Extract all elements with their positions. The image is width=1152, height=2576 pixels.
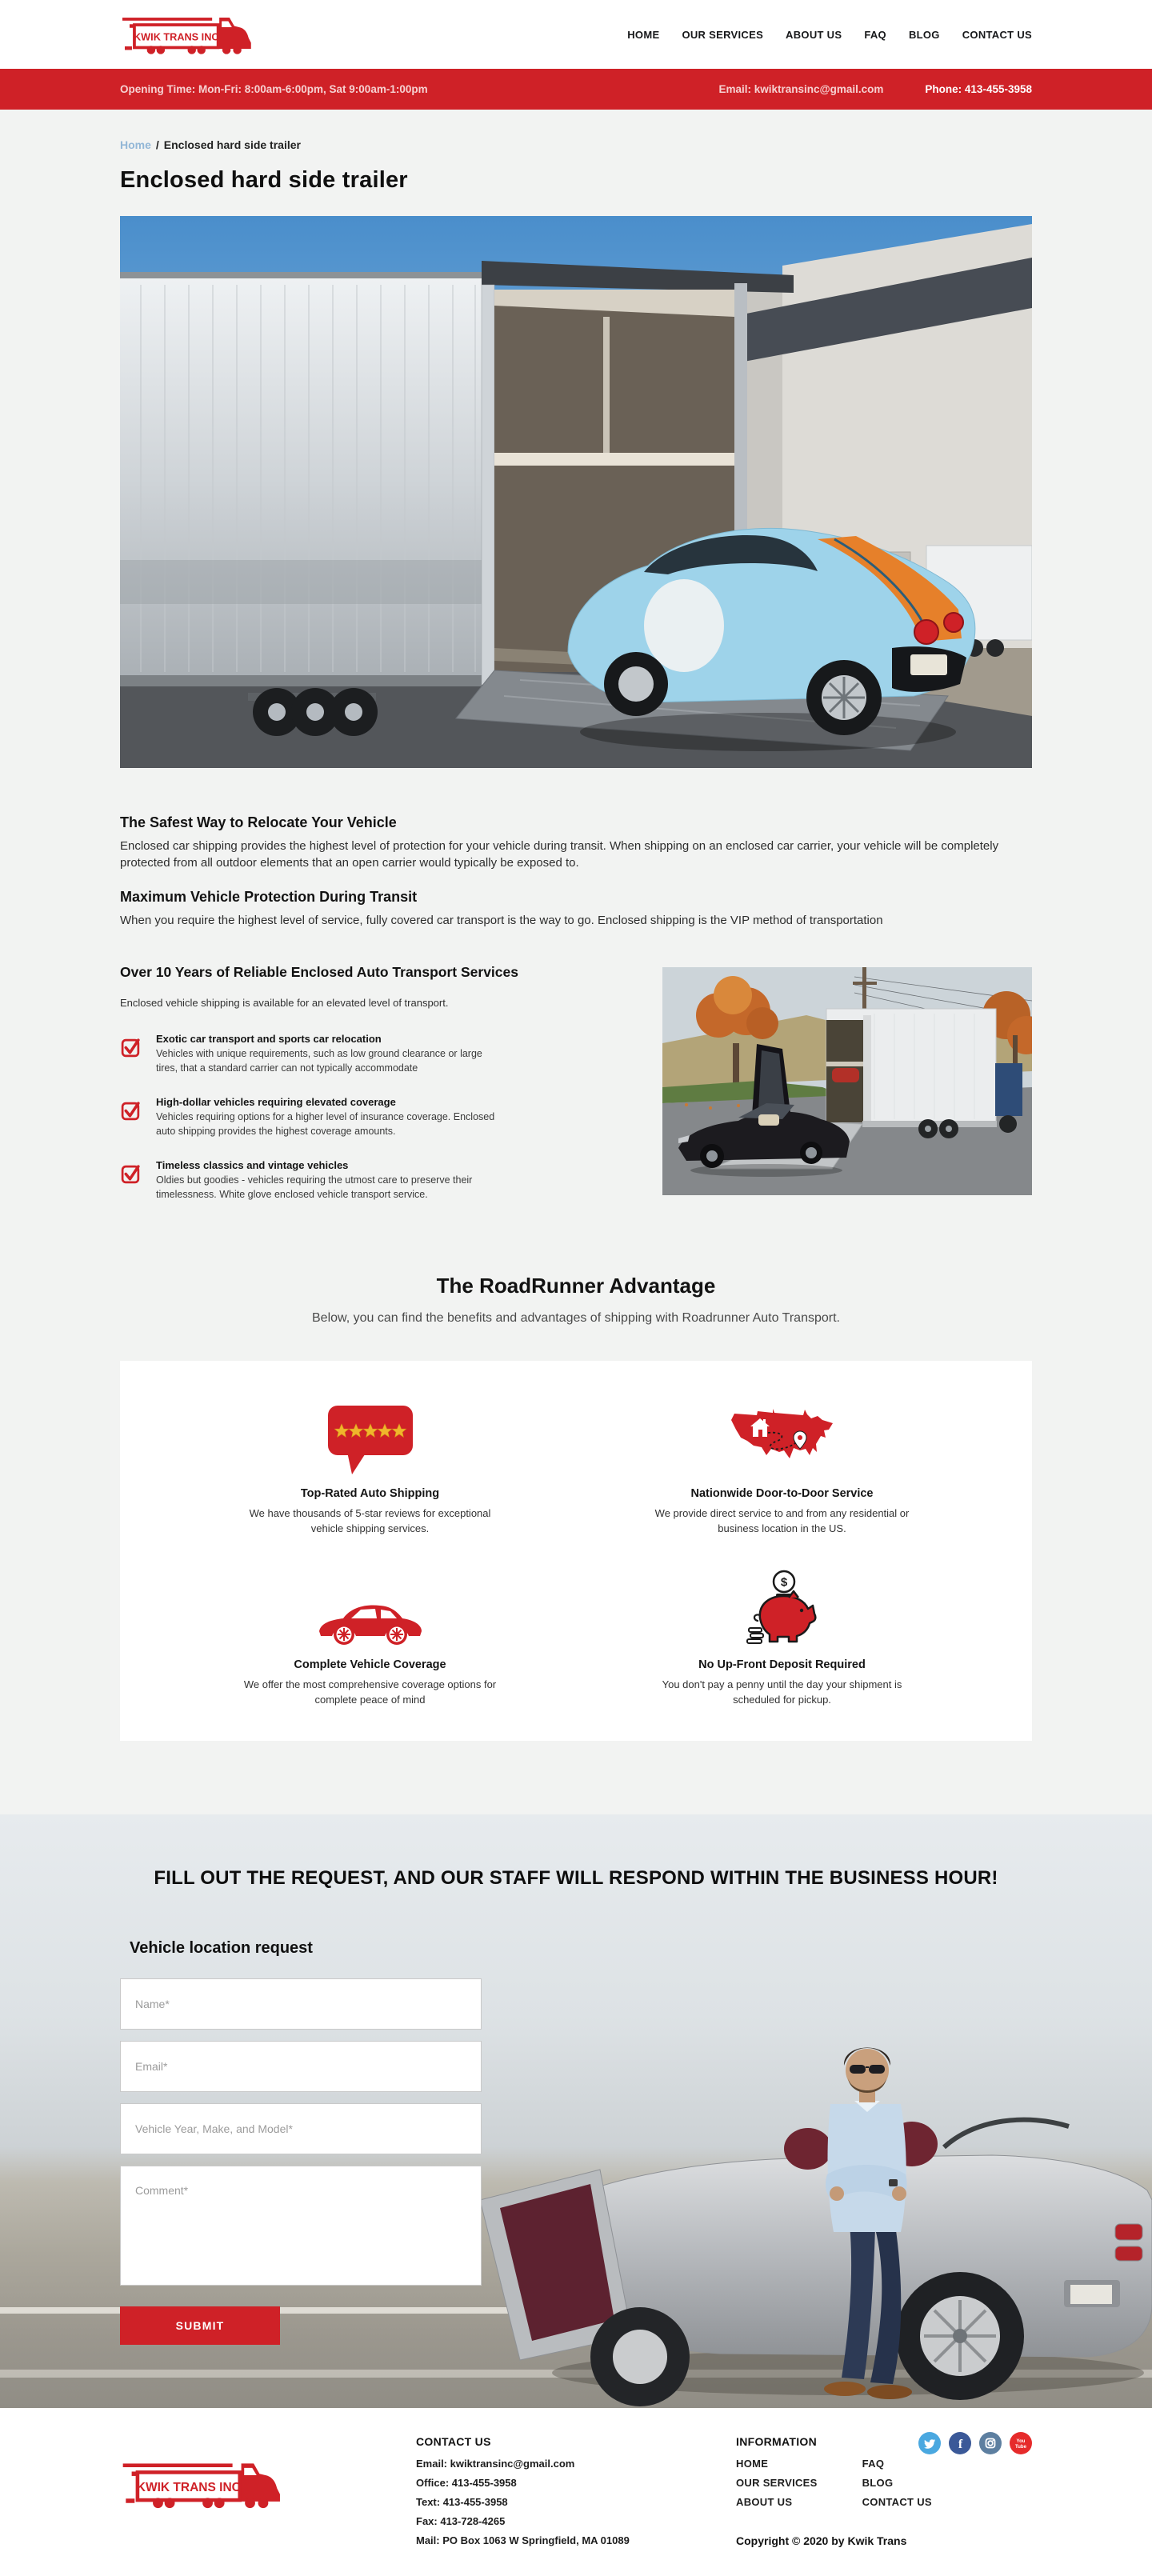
intro-paragraph-2: When you require the highest level of service, fully covered car transport is the way to go. Enclosed shipping is the VIP method of transportation xyxy=(120,914,883,927)
svg-text:Tube: Tube xyxy=(1015,2445,1026,2450)
advantage-card-nationwide xyxy=(588,1393,976,1537)
nav-contact-us[interactable]: CONTACT US xyxy=(962,28,1032,41)
service-item-desc: Oldies but goodies - vehicles requiring the utmost care to preserve their timelessness. White glove enclosed vehicle transport service. xyxy=(156,1174,473,1200)
advantage-card-top-rated xyxy=(176,1393,564,1537)
site-header xyxy=(0,0,1152,69)
advantage-card-title: No Up-Front Deposit Required xyxy=(698,1658,866,1671)
services-image xyxy=(662,967,1032,1195)
list-item xyxy=(120,1096,626,1138)
advantage-card-title: Top-Rated Auto Shipping xyxy=(300,1487,440,1500)
submit-button[interactable]: SUBMIT xyxy=(120,2306,280,2345)
service-item-desc: Vehicles requiring options for a higher level of insurance coverage. Enclosed auto shipping provides the highest coverage amounts. xyxy=(156,1111,495,1137)
checkbox-check-icon xyxy=(120,1096,142,1138)
checkbox-check-icon xyxy=(120,1033,142,1075)
intro-heading-1: The Safest Way to Relocate Your Vehicle xyxy=(120,814,397,830)
nav-home[interactable]: HOME xyxy=(627,28,660,41)
service-item-title: High-dollar vehicles requiring elevated coverage xyxy=(156,1096,396,1108)
site-footer xyxy=(0,2408,1152,2576)
header-phone[interactable]: Phone: 413-455-3958 xyxy=(925,83,1032,95)
breadcrumb xyxy=(120,138,1032,151)
footer-link-about-us[interactable]: ABOUT US xyxy=(736,2496,793,2509)
form-title: Vehicle location request xyxy=(130,1939,313,1958)
breadcrumb-separator: / xyxy=(155,138,159,151)
instagram-icon[interactable] xyxy=(979,2432,1002,2454)
opening-hours: Opening Time: Mon-Fri: 8:00am-6:00pm, Sat 9:00am-1:00pm xyxy=(120,83,428,95)
intro-paragraph-1: Enclosed car shipping provides the highest level of protection for your vehicle during transit. When shipping on an enclosed car carrier, your vehicle will be completely protected from all outdoor elements that an open carrier would typically be exposed to. xyxy=(120,839,999,870)
footer-info-heading: INFORMATION xyxy=(736,2435,818,2449)
footer-contact-email: Email: kwiktransinc@gmail.com xyxy=(416,2458,575,2470)
footer-info-column xyxy=(736,2435,1032,2554)
main-nav xyxy=(627,29,1032,41)
breadcrumb-home-link[interactable]: Home xyxy=(120,138,151,151)
kwik-trans-logo-icon xyxy=(120,2456,288,2512)
footer-contact-mail: Mail: PO Box 1063 W Springfield, MA 01089 xyxy=(416,2534,630,2547)
footer-link-our-services[interactable]: OUR SERVICES xyxy=(736,2477,818,2490)
footer-contact-heading: CONTACT US xyxy=(416,2435,491,2449)
logo-text: KWIK TRANS INC xyxy=(134,30,219,43)
services-heading: Over 10 Years of Reliable Enclosed Auto Transport Services xyxy=(120,964,518,980)
kwik-trans-logo-icon xyxy=(120,11,258,58)
services-subheading: Enclosed vehicle shipping is available for an elevated level of transport. xyxy=(120,997,449,1009)
email-input[interactable] xyxy=(120,2041,482,2092)
piggy-bank-icon xyxy=(588,1564,976,1647)
social-links xyxy=(918,2432,1032,2454)
info-bar xyxy=(0,69,1152,110)
header-email[interactable]: Email: kwiktransinc@gmail.com xyxy=(718,83,884,95)
footer-links-col-1 xyxy=(736,2458,818,2515)
advantage-card-no-deposit xyxy=(588,1564,976,1708)
advantage-card-desc: We have thousands of 5-star reviews for exceptional vehicle shipping services. xyxy=(249,1507,491,1534)
advantage-section xyxy=(120,1222,1032,1814)
advantage-card-desc: We offer the most comprehensive coverage options for complete peace of mind xyxy=(243,1678,497,1706)
footer-link-blog[interactable]: BLOG xyxy=(862,2477,894,2490)
footer-links-col-2 xyxy=(862,2458,932,2515)
service-item-title: Timeless classics and vintage vehicles xyxy=(156,1159,349,1171)
main-content xyxy=(0,110,1152,1814)
advantage-card-title: Nationwide Door-to-Door Service xyxy=(690,1487,874,1500)
vehicle-input[interactable] xyxy=(120,2103,482,2154)
request-heading: FILL OUT THE REQUEST, AND OUR STAFF WILL RESPOND WITHIN THE BUSINESS HOUR! xyxy=(154,1867,998,1890)
nav-faq[interactable]: FAQ xyxy=(864,28,886,41)
name-input[interactable] xyxy=(120,1978,482,2030)
footer-link-faq[interactable]: FAQ xyxy=(862,2458,885,2470)
footer-contact-office: Office: 413-455-3958 xyxy=(416,2477,517,2490)
svg-text:You: You xyxy=(1016,2439,1026,2445)
footer-contact-fax: Fax: 413-728-4265 xyxy=(416,2515,506,2528)
page-title: Enclosed hard side trailer xyxy=(120,167,408,193)
request-section xyxy=(0,1814,1152,2408)
advantage-card-desc: You don't pay a penny until the day your shipment is scheduled for pickup. xyxy=(662,1678,902,1706)
service-item-desc: Vehicles with unique requirements, such as low ground clearance or large tires, that a standard carrier can not typically accommodate xyxy=(156,1048,482,1074)
footer-contact-text: Text: 413-455-3958 xyxy=(416,2496,508,2509)
footer-contact-column xyxy=(416,2435,736,2554)
footer-logo[interactable] xyxy=(120,2435,312,2554)
checkbox-check-icon xyxy=(120,1159,142,1202)
nav-our-services[interactable]: OUR SERVICES xyxy=(682,28,764,41)
facebook-icon[interactable] xyxy=(949,2432,971,2454)
nav-about-us[interactable]: ABOUT US xyxy=(786,28,842,41)
advantage-heading: The RoadRunner Advantage xyxy=(436,1274,716,1298)
dollar-glyph: $ xyxy=(780,1575,787,1590)
breadcrumb-current: Enclosed hard side trailer xyxy=(163,138,301,151)
advantage-subheading: Below, you can find the benefits and advantages of shipping with Roadrunner Auto Transport. xyxy=(312,1311,840,1325)
intro-heading-2: Maximum Vehicle Protection During Transit xyxy=(120,889,418,905)
footer-link-contact-us[interactable]: CONTACT US xyxy=(862,2496,932,2509)
footer-link-home[interactable]: HOME xyxy=(736,2458,769,2470)
advantage-card-title: Complete Vehicle Coverage xyxy=(294,1658,446,1671)
car-icon xyxy=(176,1564,564,1647)
review-stars-icon xyxy=(176,1393,564,1476)
logo-text: KWIK TRANS INC xyxy=(136,2481,241,2495)
advantage-card-coverage xyxy=(176,1564,564,1708)
services-section xyxy=(120,964,1032,1222)
comment-textarea[interactable] xyxy=(120,2166,482,2286)
twitter-icon[interactable] xyxy=(918,2432,941,2454)
list-item xyxy=(120,1159,626,1202)
intro-section xyxy=(120,814,1032,929)
advantage-card-desc: We provide direct service to and from any residential or business location in the US. xyxy=(654,1507,910,1534)
advantage-panel xyxy=(120,1361,1032,1741)
hero-image xyxy=(120,216,1032,768)
copyright-text: Copyright © 2020 by Kwik Trans xyxy=(736,2534,907,2548)
nav-blog[interactable]: BLOG xyxy=(908,28,940,41)
svg-text:f: f xyxy=(958,2438,963,2452)
usa-map-icon xyxy=(588,1393,976,1476)
list-item xyxy=(120,1033,626,1075)
service-item-title: Exotic car transport and sports car relocation xyxy=(156,1033,382,1045)
youtube-icon[interactable] xyxy=(1010,2432,1032,2454)
vehicle-location-request-form xyxy=(120,1978,482,2345)
logo-link[interactable] xyxy=(120,11,258,58)
